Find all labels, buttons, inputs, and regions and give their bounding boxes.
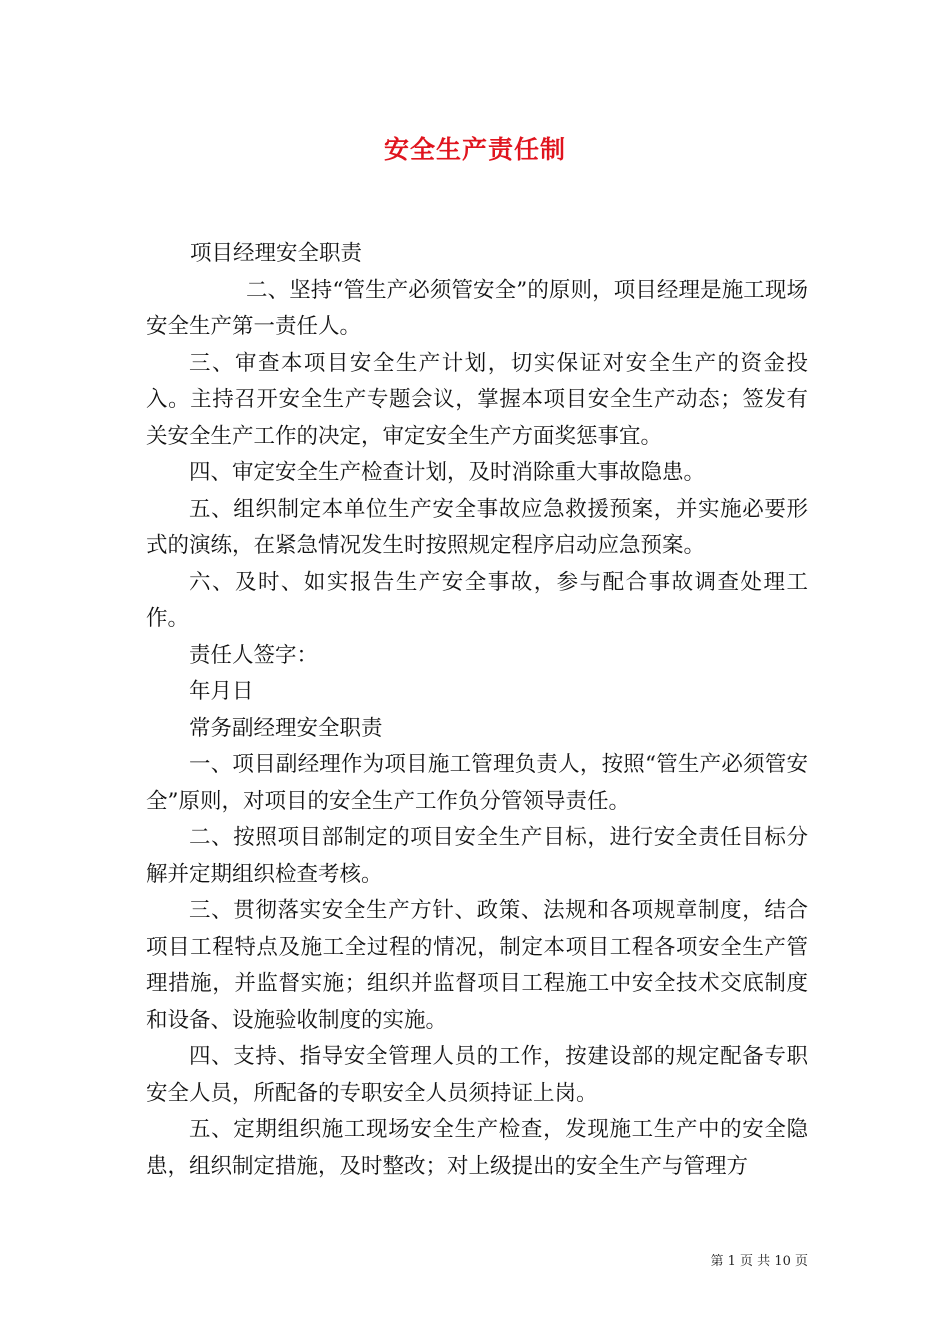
paragraph: 二、按照项目部制定的项目安全生产目标，进行安全责任目标分解并定期组织检查考核。 [146,825,808,887]
paragraph: 三、审查本项目安全生产计划，切实保证对安全生产的资金投入。主持召开安全生产专题会议，掌握本项目安全生产动态；签发有关安全生产工作的决定，审定安全生产方面奖惩事宜。 [146,350,808,449]
paragraph: 六、及时、如实报告生产安全事故，参与配合事故调查处理工作。 [146,569,808,631]
date-line: 年月日 [189,679,254,704]
paragraph: 四、审定安全生产检查计划，及时消除重大事故隐患。 [189,460,706,485]
signature-line: 责任人签字： [189,642,319,668]
paragraph: 一、项目副经理作为项目施工管理负责人，按照“管生产必须管安全”原则，对项目的安全生产工作负分管领导责任。 [146,752,808,814]
paragraph: 二、坚持“管生产必须管安全”的原则，项目经理是施工现场安全生产第一责任人。 [146,277,808,339]
page-number: 第 1 页 共 10 页 [710,1254,808,1269]
paragraph: 五、组织制定本单位生产安全事故应急救援预案，并实施必要形式的演练，在紧急情况发生时按照规定程序启动应急预案。 [146,496,808,558]
document-title: 安全生产责任制 [383,135,566,164]
paragraph: 五、定期组织施工现场安全生产检查，发现施工生产中的安全隐患，组织制定措施，及时整改；对上级提出的安全生产与管理方 [146,1117,808,1179]
section-heading-project-manager: 项目经理安全职责 [190,241,363,266]
paragraph: 四、支持、指导安全管理人员的工作，按建设部的规定配备专职安全人员，所配备的专职安全人员须持证上岗。 [146,1044,808,1106]
paragraph: 三、贯彻落实安全生产方针、政策、法规和各项规章制度，结合项目工程特点及施工全过程的情况，制定本项目工程各项安全生产管理措施，并监督实施；组织并监督项目工程施工中安全技术交底制度和设备、设施验收制度的实施。 [146,898,808,1033]
section-heading-deputy-manager: 常务副经理安全职责 [189,715,383,741]
document-body [146,236,808,1185]
